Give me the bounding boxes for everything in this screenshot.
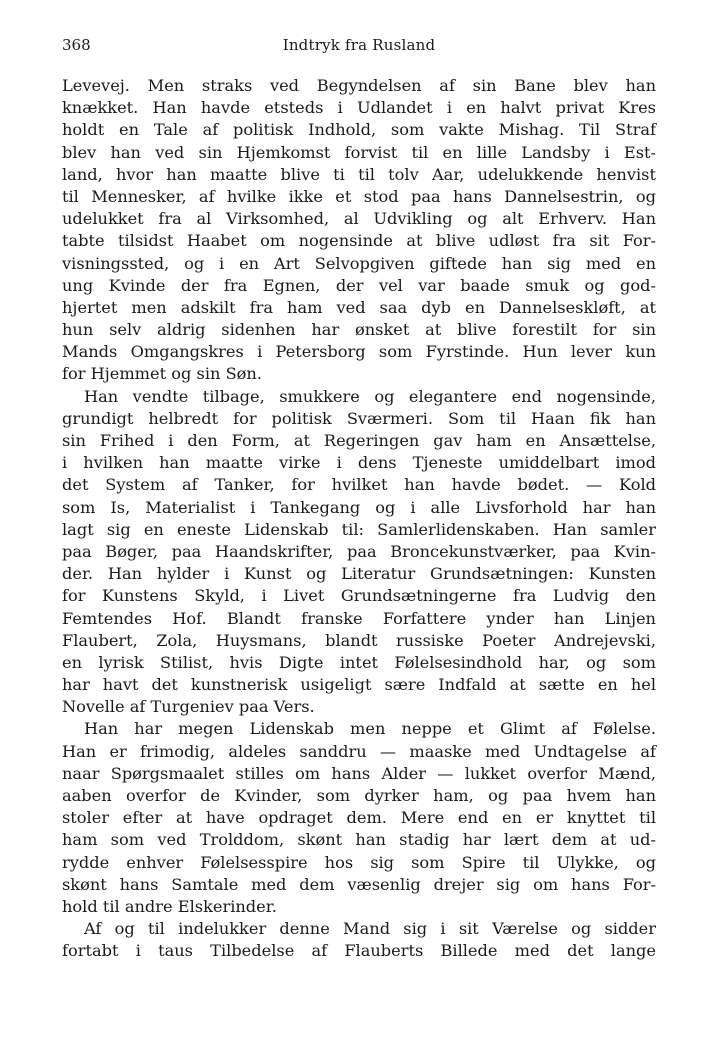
text-line: det System af Tanker, for hvilket han havde bødet. — Kold — [62, 475, 656, 495]
text-line: hold til andre Elskerinder. — [62, 896, 277, 916]
text-line: visningssted, og i en Art Selvopgiven giftede han sig med en — [62, 253, 656, 273]
text-line: stoler efter at have opdraget dem. Mere end en er knyttet til — [62, 808, 656, 828]
text-line: som Is, Materialist i Tankegang og i alle Livsforhold har han — [62, 497, 656, 517]
text-line: for Kunstens Skyld, i Livet Grundsætningerne fra Ludvig den — [62, 586, 656, 606]
page-number: 368 — [62, 36, 91, 54]
text-line: har havt det kunstnerisk usigeligt sære Indfald at sætte en hel — [62, 675, 656, 695]
text-line: hun selv aldrig sidenhen har ønsket at blive forestilt for sin — [62, 320, 656, 340]
text-line: Han er frimodig, aldeles sanddru — maaske med Undtagelse af — [62, 741, 656, 761]
text-line: aaben overfor de Kvinder, som dyrker ham, og paa hvem han — [62, 786, 656, 805]
text-line: skønt hans Samtale med dem væsenlig drejer sig om hans For- — [62, 874, 656, 894]
text-line: grundigt helbredt for politisk Sværmeri. Som til Haan fik han — [62, 408, 656, 428]
running-title: Indtryk fra Rusland — [282, 36, 436, 54]
text-line: Mands Omgangskres i Petersborg som Fyrstinde. Hun lever kun — [62, 342, 656, 362]
running-head — [62, 34, 656, 56]
text-line: naar Spørgsmaalet stilles om hans Alder — lukket overfor Mænd, — [62, 763, 656, 783]
text-line: der. Han hylder i Kunst og Literatur Grundsætningen: Kunsten — [62, 564, 656, 584]
text-line: en lyrisk Stilist, hvis Digte intet Følelsesindhold har, og som — [62, 652, 656, 672]
text-line: Flaubert, Zola, Huysmans, blandt russiske Poeter Andrejevski, — [62, 630, 656, 650]
text-line: blev han ved sin Hjemkomst forvist til en lille Landsby i Est- — [62, 142, 656, 162]
text-line: hjertet men adskilt fra ham ved saa dyb en Dannelseskløft, at — [62, 297, 656, 317]
text-line: fortabt i taus Tilbedelse af Flauberts Billede med det lange — [62, 941, 656, 961]
book-page — [62, 34, 656, 963]
text-line: knækket. Han havde etsteds i Udlandet i en halvt privat Kres — [62, 98, 656, 118]
text-line: holdt en Tale af politisk Indhold, som vakte Mishag. Til Straf — [62, 120, 656, 140]
text-line: rydde enhver Følelsesspire hos sig som Spire til Ulykke, og — [62, 852, 656, 872]
body-text — [62, 75, 656, 963]
text-line: Han vendte tilbage, smukkere og elegantere end nogensinde, — [84, 386, 656, 406]
text-line: Levevej. Men straks ved Begyndelsen af sin Bane blev han — [62, 76, 656, 95]
text-line: tabte tilsidst Haabet om nogensinde at blive udløst fra sit For- — [62, 231, 656, 251]
text-line: ung Kvinde der fra Egnen, der vel var baade smuk og god- — [62, 275, 656, 295]
text-line: udelukket fra al Virksomhed, al Udvikling og alt Erhverv. Han — [62, 209, 656, 229]
text-line: Af og til indelukker denne Mand sig i sit Værelse og sidder — [84, 919, 656, 939]
text-line: Novelle af Turgeniev paa Vers. — [62, 697, 315, 717]
text-line: land, hvor han maatte blive ti til tolv Aar, udelukkende henvist — [62, 164, 656, 184]
text-line: paa Bøger, paa Haandskrifter, paa Broncekunstværker, paa Kvin- — [62, 541, 656, 561]
text-line: til Mennesker, af hvilke ikke et stod paa hans Dannelsestrin, og — [62, 186, 656, 206]
text-line: Femtendes Hof. Blandt franske Forfattere ynder han Linjen — [62, 608, 656, 628]
text-line: ham som ved Trolddom, skønt han stadig har lært dem at ud- — [62, 830, 656, 850]
text-line: for Hjemmet og sin Søn. — [62, 364, 262, 384]
text-line: lagt sig en eneste Lidenskab til: Samlerlidenskaben. Han samler — [62, 519, 656, 539]
text-line: i hvilken han maatte virke i dens Tjeneste umiddelbart imod — [62, 453, 656, 473]
text-line: Han har megen Lidenskab men neppe et Glimt af Følelse. — [84, 719, 656, 739]
text-line: sin Frihed i den Form, at Regeringen gav ham en Ansættelse, — [62, 431, 656, 450]
